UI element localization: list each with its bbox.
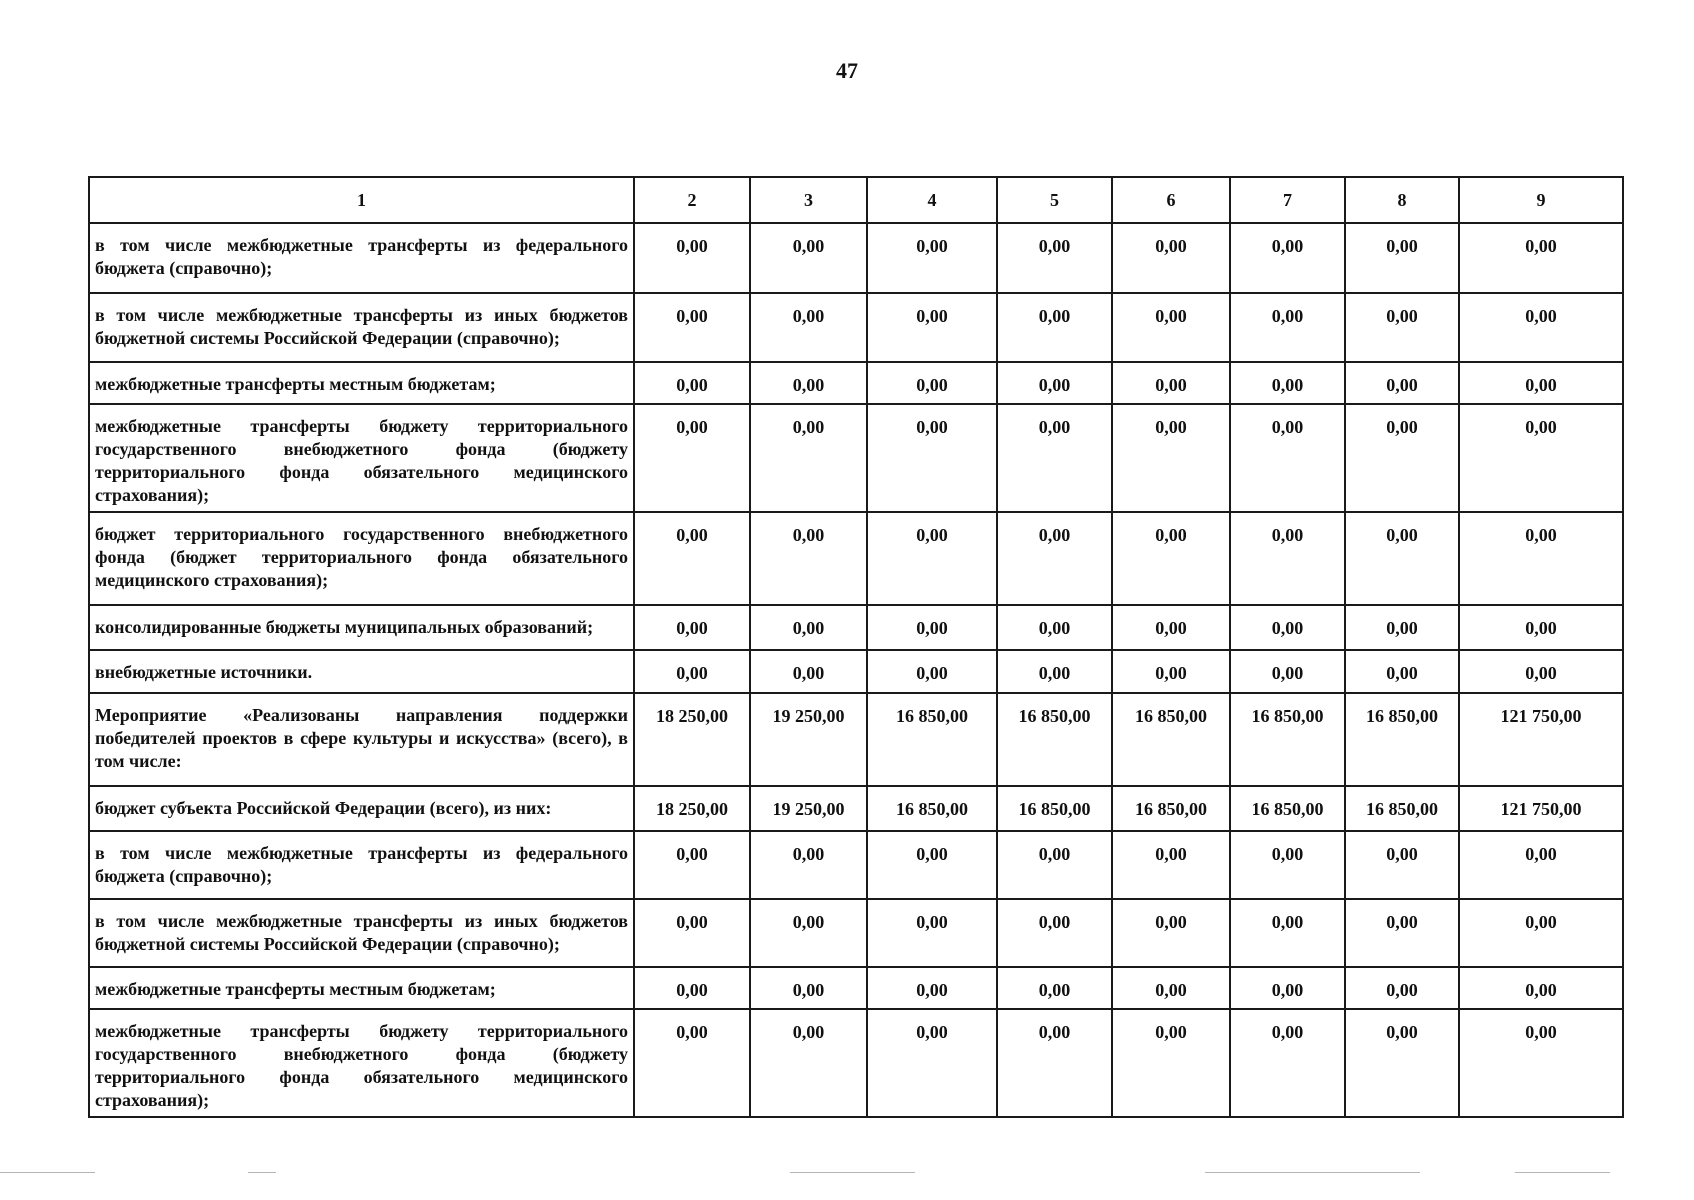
value-cell: 0,00 bbox=[1230, 650, 1345, 693]
value-cell: 0,00 bbox=[750, 293, 867, 362]
value-cell: 0,00 bbox=[634, 650, 750, 693]
value-cell: 0,00 bbox=[997, 899, 1112, 967]
column-header: 9 bbox=[1459, 177, 1623, 223]
value-cell: 0,00 bbox=[1345, 362, 1459, 404]
value-cell: 0,00 bbox=[750, 362, 867, 404]
table-row bbox=[89, 899, 1623, 967]
table-row bbox=[89, 404, 1623, 512]
value-cell: 0,00 bbox=[867, 1009, 997, 1117]
row-label: консолидированные бюджеты муниципальных образований; bbox=[89, 605, 634, 650]
row-label: межбюджетные трансферты местным бюджетам; bbox=[89, 967, 634, 1009]
value-cell: 0,00 bbox=[750, 967, 867, 1009]
value-cell: 0,00 bbox=[1230, 899, 1345, 967]
column-header: 5 bbox=[997, 177, 1112, 223]
value-cell: 0,00 bbox=[634, 1009, 750, 1117]
value-cell: 0,00 bbox=[1459, 404, 1623, 512]
row-label: бюджет субъекта Российской Федерации (всего), из них: bbox=[89, 786, 634, 831]
value-cell: 0,00 bbox=[1112, 404, 1230, 512]
value-cell: 0,00 bbox=[634, 362, 750, 404]
row-label: межбюджетные трансферты бюджету территориального государственного внебюджетного фонда (бюджету территориального фонда обязательного медицинского страхования); bbox=[89, 404, 634, 512]
value-cell: 0,00 bbox=[997, 404, 1112, 512]
budget-table bbox=[88, 176, 1624, 1118]
value-cell: 0,00 bbox=[1112, 362, 1230, 404]
value-cell: 0,00 bbox=[1112, 512, 1230, 605]
table-row bbox=[89, 512, 1623, 605]
value-cell: 0,00 bbox=[1112, 223, 1230, 293]
column-header: 6 bbox=[1112, 177, 1230, 223]
value-cell: 0,00 bbox=[750, 512, 867, 605]
column-header: 4 bbox=[867, 177, 997, 223]
value-cell: 0,00 bbox=[997, 512, 1112, 605]
value-cell: 0,00 bbox=[1112, 605, 1230, 650]
table-row bbox=[89, 362, 1623, 404]
column-header: 3 bbox=[750, 177, 867, 223]
row-label: в том числе межбюджетные трансферты из федерального бюджета (справочно); bbox=[89, 223, 634, 293]
value-cell: 0,00 bbox=[997, 967, 1112, 1009]
row-label: бюджет территориального государственного внебюджетного фонда (бюджет территориального фонда обязательного медицинского страхования); bbox=[89, 512, 634, 605]
table-row bbox=[89, 605, 1623, 650]
value-cell: 0,00 bbox=[1345, 404, 1459, 512]
value-cell: 16 850,00 bbox=[1345, 786, 1459, 831]
value-cell: 0,00 bbox=[867, 404, 997, 512]
value-cell: 0,00 bbox=[1345, 223, 1459, 293]
value-cell: 0,00 bbox=[1345, 512, 1459, 605]
value-cell: 16 850,00 bbox=[997, 786, 1112, 831]
scan-artifact-line bbox=[1205, 1172, 1420, 1173]
value-cell: 0,00 bbox=[1459, 899, 1623, 967]
value-cell: 0,00 bbox=[1459, 967, 1623, 1009]
value-cell: 19 250,00 bbox=[750, 786, 867, 831]
value-cell: 16 850,00 bbox=[1345, 693, 1459, 786]
table-row bbox=[89, 831, 1623, 899]
value-cell: 0,00 bbox=[1345, 967, 1459, 1009]
value-cell: 0,00 bbox=[867, 831, 997, 899]
value-cell: 0,00 bbox=[867, 512, 997, 605]
value-cell: 0,00 bbox=[1345, 1009, 1459, 1117]
row-label: в том числе межбюджетные трансферты из федерального бюджета (справочно); bbox=[89, 831, 634, 899]
value-cell: 0,00 bbox=[867, 223, 997, 293]
scan-artifact-line bbox=[1515, 1172, 1610, 1173]
value-cell: 0,00 bbox=[634, 831, 750, 899]
value-cell: 0,00 bbox=[1230, 1009, 1345, 1117]
table-row bbox=[89, 967, 1623, 1009]
value-cell: 0,00 bbox=[1230, 293, 1345, 362]
table-row bbox=[89, 693, 1623, 786]
value-cell: 0,00 bbox=[1230, 831, 1345, 899]
value-cell: 0,00 bbox=[997, 605, 1112, 650]
value-cell: 0,00 bbox=[634, 293, 750, 362]
value-cell: 0,00 bbox=[997, 293, 1112, 362]
value-cell: 0,00 bbox=[1459, 362, 1623, 404]
value-cell: 0,00 bbox=[634, 967, 750, 1009]
row-label: Мероприятие «Реализованы направления поддержки победителей проектов в сфере культуры и искусства» (всего), в том числе: bbox=[89, 693, 634, 786]
value-cell: 121 750,00 bbox=[1459, 693, 1623, 786]
value-cell: 0,00 bbox=[634, 512, 750, 605]
column-header: 2 bbox=[634, 177, 750, 223]
value-cell: 0,00 bbox=[1345, 293, 1459, 362]
value-cell: 0,00 bbox=[997, 362, 1112, 404]
value-cell: 0,00 bbox=[1459, 293, 1623, 362]
value-cell: 0,00 bbox=[867, 605, 997, 650]
value-cell: 0,00 bbox=[1345, 899, 1459, 967]
value-cell: 0,00 bbox=[750, 1009, 867, 1117]
value-cell: 0,00 bbox=[750, 605, 867, 650]
value-cell: 0,00 bbox=[1459, 650, 1623, 693]
value-cell: 0,00 bbox=[867, 899, 997, 967]
value-cell: 18 250,00 bbox=[634, 693, 750, 786]
value-cell: 0,00 bbox=[1112, 899, 1230, 967]
value-cell: 16 850,00 bbox=[997, 693, 1112, 786]
page-number: 47 bbox=[836, 58, 858, 83]
header-row bbox=[89, 177, 1623, 223]
value-cell: 121 750,00 bbox=[1459, 786, 1623, 831]
row-label: внебюджетные источники. bbox=[89, 650, 634, 693]
value-cell: 16 850,00 bbox=[1230, 693, 1345, 786]
value-cell: 0,00 bbox=[1230, 223, 1345, 293]
value-cell: 0,00 bbox=[1459, 1009, 1623, 1117]
value-cell: 16 850,00 bbox=[1230, 786, 1345, 831]
table-row bbox=[89, 786, 1623, 831]
value-cell: 0,00 bbox=[1230, 512, 1345, 605]
value-cell: 0,00 bbox=[867, 362, 997, 404]
value-cell: 0,00 bbox=[1345, 831, 1459, 899]
row-label: в том числе межбюджетные трансферты из иных бюджетов бюджетной системы Российской Федерации (справочно); bbox=[89, 899, 634, 967]
value-cell: 0,00 bbox=[750, 650, 867, 693]
value-cell: 0,00 bbox=[634, 404, 750, 512]
column-header: 1 bbox=[89, 177, 634, 223]
row-label: межбюджетные трансферты бюджету территориального государственного внебюджетного фонда (бюджету территориального фонда обязательного медицинского страхования); bbox=[89, 1009, 634, 1117]
value-cell: 0,00 bbox=[997, 223, 1112, 293]
value-cell: 0,00 bbox=[1230, 362, 1345, 404]
value-cell: 0,00 bbox=[634, 899, 750, 967]
value-cell: 0,00 bbox=[1459, 223, 1623, 293]
value-cell: 16 850,00 bbox=[867, 693, 997, 786]
value-cell: 0,00 bbox=[634, 605, 750, 650]
value-cell: 0,00 bbox=[750, 899, 867, 967]
value-cell: 16 850,00 bbox=[1112, 786, 1230, 831]
table-row bbox=[89, 223, 1623, 293]
value-cell: 0,00 bbox=[1230, 605, 1345, 650]
value-cell: 0,00 bbox=[867, 293, 997, 362]
value-cell: 0,00 bbox=[997, 831, 1112, 899]
value-cell: 0,00 bbox=[1112, 831, 1230, 899]
value-cell: 0,00 bbox=[750, 404, 867, 512]
value-cell: 0,00 bbox=[634, 223, 750, 293]
table-row bbox=[89, 650, 1623, 693]
value-cell: 0,00 bbox=[997, 650, 1112, 693]
row-label: межбюджетные трансферты местным бюджетам; bbox=[89, 362, 634, 404]
value-cell: 0,00 bbox=[1112, 650, 1230, 693]
value-cell: 16 850,00 bbox=[1112, 693, 1230, 786]
value-cell: 0,00 bbox=[1230, 967, 1345, 1009]
value-cell: 0,00 bbox=[1112, 967, 1230, 1009]
value-cell: 0,00 bbox=[1345, 650, 1459, 693]
value-cell: 19 250,00 bbox=[750, 693, 867, 786]
value-cell: 0,00 bbox=[867, 967, 997, 1009]
table-row bbox=[89, 293, 1623, 362]
value-cell: 0,00 bbox=[750, 831, 867, 899]
value-cell: 0,00 bbox=[1112, 1009, 1230, 1117]
scan-artifact-line bbox=[0, 1172, 95, 1173]
column-header: 7 bbox=[1230, 177, 1345, 223]
scan-artifact-line bbox=[790, 1172, 915, 1173]
table-row bbox=[89, 1009, 1623, 1117]
value-cell: 18 250,00 bbox=[634, 786, 750, 831]
value-cell: 16 850,00 bbox=[867, 786, 997, 831]
value-cell: 0,00 bbox=[1459, 512, 1623, 605]
value-cell: 0,00 bbox=[997, 1009, 1112, 1117]
value-cell: 0,00 bbox=[1345, 605, 1459, 650]
column-header: 8 bbox=[1345, 177, 1459, 223]
row-label: в том числе межбюджетные трансферты из иных бюджетов бюджетной системы Российской Федерации (справочно); bbox=[89, 293, 634, 362]
value-cell: 0,00 bbox=[1459, 605, 1623, 650]
value-cell: 0,00 bbox=[1112, 293, 1230, 362]
scan-artifact-line bbox=[248, 1172, 276, 1173]
value-cell: 0,00 bbox=[1230, 404, 1345, 512]
value-cell: 0,00 bbox=[867, 650, 997, 693]
value-cell: 0,00 bbox=[1459, 831, 1623, 899]
value-cell: 0,00 bbox=[750, 223, 867, 293]
